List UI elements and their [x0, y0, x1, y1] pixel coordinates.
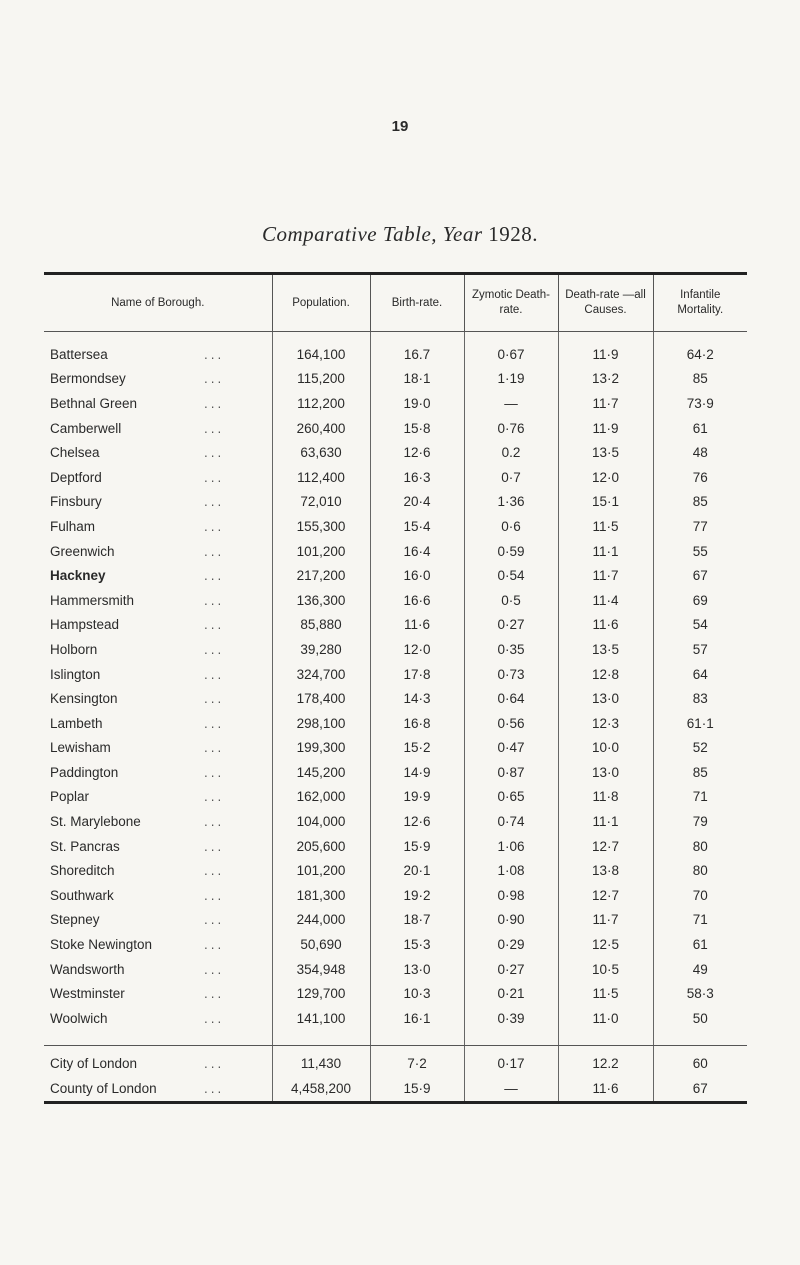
infantile-cell: 57: [653, 637, 747, 662]
table-row: [44, 1076, 747, 1102]
birth-rate-cell: 14·9: [370, 760, 464, 785]
leader-dots: ...: [204, 543, 225, 559]
death-rate-cell: 12·8: [558, 662, 653, 687]
infantile-cell: 52: [653, 736, 747, 761]
leader-dots: ...: [204, 420, 225, 436]
infantile-cell: 76: [653, 465, 747, 490]
leader-dots: ...: [204, 740, 225, 756]
table-row: [44, 416, 747, 441]
population-cell: 260,400: [272, 416, 370, 441]
death-rate-cell: 11·9: [558, 416, 653, 441]
infantile-cell: 48: [653, 440, 747, 465]
infantile-cell: 50: [653, 1006, 747, 1031]
leader-dots: ...: [204, 445, 225, 461]
infantile-cell: 85: [653, 367, 747, 392]
table-row: [44, 809, 747, 834]
population-cell: 136,300: [272, 588, 370, 613]
death-rate-cell: 13·0: [558, 686, 653, 711]
header-birth-rate: Birth-rate.: [370, 274, 464, 332]
comparative-table: [44, 272, 747, 1104]
birth-rate-cell: 12·0: [370, 637, 464, 662]
birth-rate-cell: 15·4: [370, 514, 464, 539]
infantile-cell: 71: [653, 785, 747, 810]
leader-dots: ...: [204, 371, 225, 387]
borough-name: Chelsea: [50, 445, 100, 461]
borough-name: Greenwich: [50, 543, 115, 559]
infantile-cell: 67: [653, 1076, 747, 1102]
zymotic-cell: 0·21: [464, 981, 558, 1006]
infantile-cell: 64: [653, 662, 747, 687]
table-row: [44, 711, 747, 736]
infantile-cell: 55: [653, 539, 747, 564]
borough-name: Stepney: [50, 912, 100, 928]
population-cell: 205,600: [272, 834, 370, 859]
table-row: [44, 563, 747, 588]
leader-dots: ...: [204, 1056, 225, 1072]
leader-dots: ...: [204, 838, 225, 854]
birth-rate-cell: 16·3: [370, 465, 464, 490]
death-rate-cell: 11·6: [558, 1076, 653, 1102]
infantile-cell: 61: [653, 416, 747, 441]
death-rate-cell: 12·3: [558, 711, 653, 736]
zymotic-cell: 1·08: [464, 858, 558, 883]
birth-rate-cell: 19·9: [370, 785, 464, 810]
borough-name: Hackney: [50, 568, 106, 584]
population-cell: 112,400: [272, 465, 370, 490]
borough-name-cell: [44, 539, 272, 564]
birth-rate-cell: 15·9: [370, 834, 464, 859]
table-row: [44, 834, 747, 859]
borough-name: Bethnal Green: [50, 395, 138, 411]
borough-name-cell: [44, 736, 272, 761]
population-cell: 181,300: [272, 883, 370, 908]
death-rate-cell: 11·7: [558, 563, 653, 588]
spacer-row: [44, 332, 747, 343]
birth-rate-cell: 7·2: [370, 1052, 464, 1077]
population-cell: 39,280: [272, 637, 370, 662]
zymotic-cell: 0·56: [464, 711, 558, 736]
infantile-cell: 54: [653, 613, 747, 638]
table-row: [44, 981, 747, 1006]
borough-name: Camberwell: [50, 420, 122, 436]
borough-name-cell: [44, 932, 272, 957]
infantile-cell: 67: [653, 563, 747, 588]
borough-name: County of London: [50, 1081, 157, 1097]
borough-name: Southwark: [50, 887, 114, 903]
borough-name-cell: [44, 440, 272, 465]
population-cell: 63,630: [272, 440, 370, 465]
borough-name: Hampstead: [50, 617, 120, 633]
population-cell: 101,200: [272, 858, 370, 883]
leader-dots: ...: [204, 518, 225, 534]
borough-name-cell: [44, 957, 272, 982]
borough-name: Wandsworth: [50, 961, 125, 977]
birth-rate-cell: 18·7: [370, 908, 464, 933]
birth-rate-cell: 20·1: [370, 858, 464, 883]
zymotic-cell: 0·64: [464, 686, 558, 711]
zymotic-cell: 0·39: [464, 1006, 558, 1031]
borough-name-cell: [44, 465, 272, 490]
borough-name-cell: [44, 613, 272, 638]
borough-name: City of London: [50, 1056, 138, 1072]
borough-name-cell: [44, 391, 272, 416]
table-row: [44, 391, 747, 416]
death-rate-cell: 12·5: [558, 932, 653, 957]
infantile-cell: 64·2: [653, 342, 747, 367]
death-rate-cell: 12.2: [558, 1052, 653, 1077]
death-rate-cell: 11·6: [558, 613, 653, 638]
table-row: [44, 662, 747, 687]
death-rate-cell: 13·8: [558, 858, 653, 883]
leader-dots: ...: [204, 641, 225, 657]
death-rate-cell: 11·1: [558, 539, 653, 564]
death-rate-cell: 11·7: [558, 391, 653, 416]
birth-rate-cell: 15·3: [370, 932, 464, 957]
leader-dots: ...: [204, 1081, 225, 1097]
borough-name: Islington: [50, 666, 101, 682]
table-row: [44, 588, 747, 613]
table-row: [44, 514, 747, 539]
borough-name: Finsbury: [50, 494, 102, 510]
leader-dots: ...: [204, 814, 225, 830]
table-row: [44, 465, 747, 490]
birth-rate-cell: 18·1: [370, 367, 464, 392]
birth-rate-cell: 15·8: [370, 416, 464, 441]
population-cell: 244,000: [272, 908, 370, 933]
population-cell: 354,948: [272, 957, 370, 982]
borough-name: St. Pancras: [50, 838, 120, 854]
borough-name-cell: [44, 514, 272, 539]
borough-name-cell: [44, 785, 272, 810]
leader-dots: ...: [204, 863, 225, 879]
death-rate-cell: 12·7: [558, 883, 653, 908]
zymotic-cell: 0.2: [464, 440, 558, 465]
table-row: [44, 908, 747, 933]
borough-name: St. Marylebone: [50, 814, 141, 830]
borough-name-cell: [44, 809, 272, 834]
death-rate-cell: 13·0: [558, 760, 653, 785]
zymotic-cell: 0·35: [464, 637, 558, 662]
leader-dots: ...: [204, 912, 225, 928]
death-rate-cell: 11·8: [558, 785, 653, 810]
zymotic-cell: 0·87: [464, 760, 558, 785]
leader-dots: ...: [204, 691, 225, 707]
birth-rate-cell: 20·4: [370, 490, 464, 515]
header-death-rate-all-causes: Death-rate —all Causes.: [558, 274, 653, 332]
infantile-cell: 61: [653, 932, 747, 957]
death-rate-cell: 13·2: [558, 367, 653, 392]
population-cell: 50,690: [272, 932, 370, 957]
birth-rate-cell: 16·6: [370, 588, 464, 613]
borough-name-cell: [44, 686, 272, 711]
infantile-cell: 80: [653, 858, 747, 883]
birth-rate-cell: 16·4: [370, 539, 464, 564]
borough-name: Hammersmith: [50, 592, 135, 608]
borough-name: Westminster: [50, 986, 125, 1002]
infantile-cell: 85: [653, 760, 747, 785]
infantile-cell: 60: [653, 1052, 747, 1077]
page-number: 19: [391, 118, 409, 135]
infantile-cell: 80: [653, 834, 747, 859]
leader-dots: ...: [204, 469, 225, 485]
death-rate-cell: 11·9: [558, 342, 653, 367]
leader-dots: ...: [204, 666, 225, 682]
leader-dots: ...: [204, 764, 225, 780]
borough-name: Battersea: [50, 346, 108, 362]
title-year: 1928.: [488, 222, 539, 246]
population-cell: 112,200: [272, 391, 370, 416]
table-row: [44, 490, 747, 515]
borough-name-cell: [44, 637, 272, 662]
borough-name-cell: [44, 416, 272, 441]
borough-name-cell: [44, 662, 272, 687]
zymotic-cell: 0·7: [464, 465, 558, 490]
death-rate-cell: 11·4: [558, 588, 653, 613]
title-text: Comparative Table, Year: [261, 222, 483, 246]
borough-name-cell: [44, 834, 272, 859]
zymotic-cell: 0·6: [464, 514, 558, 539]
zymotic-cell: 1·19: [464, 367, 558, 392]
table-row: [44, 637, 747, 662]
infantile-cell: 69: [653, 588, 747, 613]
infantile-cell: 85: [653, 490, 747, 515]
birth-rate-cell: 16·8: [370, 711, 464, 736]
borough-name-cell: [44, 908, 272, 933]
death-rate-cell: 13·5: [558, 440, 653, 465]
table-row: [44, 858, 747, 883]
infantile-cell: 49: [653, 957, 747, 982]
table-row: [44, 1006, 747, 1031]
death-rate-cell: 11·7: [558, 908, 653, 933]
birth-rate-cell: 15·2: [370, 736, 464, 761]
population-cell: 85,880: [272, 613, 370, 638]
borough-name-cell: [44, 563, 272, 588]
birth-rate-cell: 13·0: [370, 957, 464, 982]
infantile-cell: 73·9: [653, 391, 747, 416]
birth-rate-cell: 16·1: [370, 1006, 464, 1031]
table-row: [44, 1052, 747, 1077]
table-row: [44, 785, 747, 810]
death-rate-cell: 12·7: [558, 834, 653, 859]
borough-name: Deptford: [50, 469, 102, 485]
zymotic-cell: —: [464, 1076, 558, 1102]
borough-name-cell: [44, 858, 272, 883]
table-row: [44, 883, 747, 908]
leader-dots: ...: [204, 494, 225, 510]
infantile-cell: 79: [653, 809, 747, 834]
borough-name-cell: [44, 490, 272, 515]
table-row: [44, 440, 747, 465]
infantile-cell: 70: [653, 883, 747, 908]
borough-name: Fulham: [50, 518, 96, 534]
population-cell: 217,200: [272, 563, 370, 588]
zymotic-cell: —: [464, 391, 558, 416]
zymotic-cell: 0·76: [464, 416, 558, 441]
zymotic-cell: 0·65: [464, 785, 558, 810]
borough-name: Lewisham: [50, 740, 111, 756]
table-row: [44, 736, 747, 761]
leader-dots: ...: [204, 1010, 225, 1026]
infantile-cell: 77: [653, 514, 747, 539]
leader-dots: ...: [204, 617, 225, 633]
table-header: [44, 274, 747, 332]
population-cell: 145,200: [272, 760, 370, 785]
death-rate-cell: 11·0: [558, 1006, 653, 1031]
death-rate-cell: 15·1: [558, 490, 653, 515]
table-row: [44, 613, 747, 638]
borough-name-cell: [44, 367, 272, 392]
borough-name-cell: [44, 981, 272, 1006]
leader-dots: ...: [204, 887, 225, 903]
table-row: [44, 686, 747, 711]
borough-name-cell: [44, 588, 272, 613]
leader-dots: ...: [204, 346, 225, 362]
page-title: [0, 222, 800, 247]
table-row: [44, 367, 747, 392]
borough-name: Kensington: [50, 691, 118, 707]
borough-name: Holborn: [50, 641, 98, 657]
zymotic-cell: 1·06: [464, 834, 558, 859]
borough-name: Shoreditch: [50, 863, 115, 879]
borough-name: Poplar: [50, 789, 90, 805]
infantile-cell: 61·1: [653, 711, 747, 736]
header-name-of-borough: Name of Borough.: [44, 274, 272, 332]
borough-name-cell: [44, 760, 272, 785]
death-rate-cell: 10·0: [558, 736, 653, 761]
leader-dots: ...: [204, 789, 225, 805]
population-cell: 324,700: [272, 662, 370, 687]
zymotic-cell: 1·36: [464, 490, 558, 515]
table-row: [44, 539, 747, 564]
leader-dots: ...: [204, 961, 225, 977]
borough-name: Lambeth: [50, 715, 103, 731]
infantile-cell: 58·3: [653, 981, 747, 1006]
borough-name-cell: [44, 1076, 272, 1102]
birth-rate-cell: 12·6: [370, 809, 464, 834]
zymotic-cell: 0·98: [464, 883, 558, 908]
zymotic-cell: 0·17: [464, 1052, 558, 1077]
zymotic-cell: 0·54: [464, 563, 558, 588]
zymotic-cell: 0·27: [464, 957, 558, 982]
death-rate-cell: 11·5: [558, 514, 653, 539]
table-row: [44, 957, 747, 982]
leader-dots: ...: [204, 986, 225, 1002]
header-population: Population.: [272, 274, 370, 332]
population-cell: 4,458,200: [272, 1076, 370, 1102]
borough-name-cell: [44, 883, 272, 908]
zymotic-cell: 0·90: [464, 908, 558, 933]
population-cell: 104,000: [272, 809, 370, 834]
zymotic-cell: 0·59: [464, 539, 558, 564]
borough-name-cell: [44, 342, 272, 367]
infantile-cell: 83: [653, 686, 747, 711]
population-cell: 155,300: [272, 514, 370, 539]
birth-rate-cell: 19·0: [370, 391, 464, 416]
header-zymotic-death-rate: Zymotic Death-rate.: [464, 274, 558, 332]
death-rate-cell: 13·5: [558, 637, 653, 662]
population-cell: 298,100: [272, 711, 370, 736]
borough-name-cell: [44, 711, 272, 736]
zymotic-cell: 0·47: [464, 736, 558, 761]
spacer-row: [44, 1031, 747, 1046]
birth-rate-cell: 10·3: [370, 981, 464, 1006]
population-cell: 199,300: [272, 736, 370, 761]
table-row: [44, 342, 747, 367]
population-cell: 11,430: [272, 1052, 370, 1077]
zymotic-cell: 0·67: [464, 342, 558, 367]
borough-name: Stoke Newington: [50, 937, 153, 953]
birth-rate-cell: 12·6: [370, 440, 464, 465]
population-cell: 129,700: [272, 981, 370, 1006]
leader-dots: ...: [204, 395, 225, 411]
leader-dots: ...: [204, 715, 225, 731]
birth-rate-cell: 19·2: [370, 883, 464, 908]
leader-dots: ...: [204, 568, 225, 584]
zymotic-cell: 0·73: [464, 662, 558, 687]
table-row: [44, 932, 747, 957]
birth-rate-cell: 17·8: [370, 662, 464, 687]
population-cell: 72,010: [272, 490, 370, 515]
infantile-cell: 71: [653, 908, 747, 933]
borough-name-cell: [44, 1052, 272, 1077]
death-rate-cell: 11·1: [558, 809, 653, 834]
zymotic-cell: 0·5: [464, 588, 558, 613]
zymotic-cell: 0·74: [464, 809, 558, 834]
zymotic-cell: 0·27: [464, 613, 558, 638]
table-row: [44, 760, 747, 785]
death-rate-cell: 10·5: [558, 957, 653, 982]
birth-rate-cell: 16.7: [370, 342, 464, 367]
death-rate-cell: 12·0: [558, 465, 653, 490]
population-cell: 101,200: [272, 539, 370, 564]
population-cell: 164,100: [272, 342, 370, 367]
table-body: [44, 332, 747, 1103]
borough-name-cell: [44, 1006, 272, 1031]
leader-dots: ...: [204, 592, 225, 608]
population-cell: 115,200: [272, 367, 370, 392]
birth-rate-cell: 11·6: [370, 613, 464, 638]
zymotic-cell: 0·29: [464, 932, 558, 957]
population-cell: 141,100: [272, 1006, 370, 1031]
population-cell: 178,400: [272, 686, 370, 711]
header-infantile-mortality: Infantile Mortality.: [653, 274, 747, 332]
borough-name: Paddington: [50, 764, 119, 780]
leader-dots: ...: [204, 937, 225, 953]
borough-name: Woolwich: [50, 1010, 108, 1026]
birth-rate-cell: 14·3: [370, 686, 464, 711]
birth-rate-cell: 15·9: [370, 1076, 464, 1102]
borough-name: Bermondsey: [50, 371, 126, 387]
death-rate-cell: 11·5: [558, 981, 653, 1006]
population-cell: 162,000: [272, 785, 370, 810]
birth-rate-cell: 16·0: [370, 563, 464, 588]
